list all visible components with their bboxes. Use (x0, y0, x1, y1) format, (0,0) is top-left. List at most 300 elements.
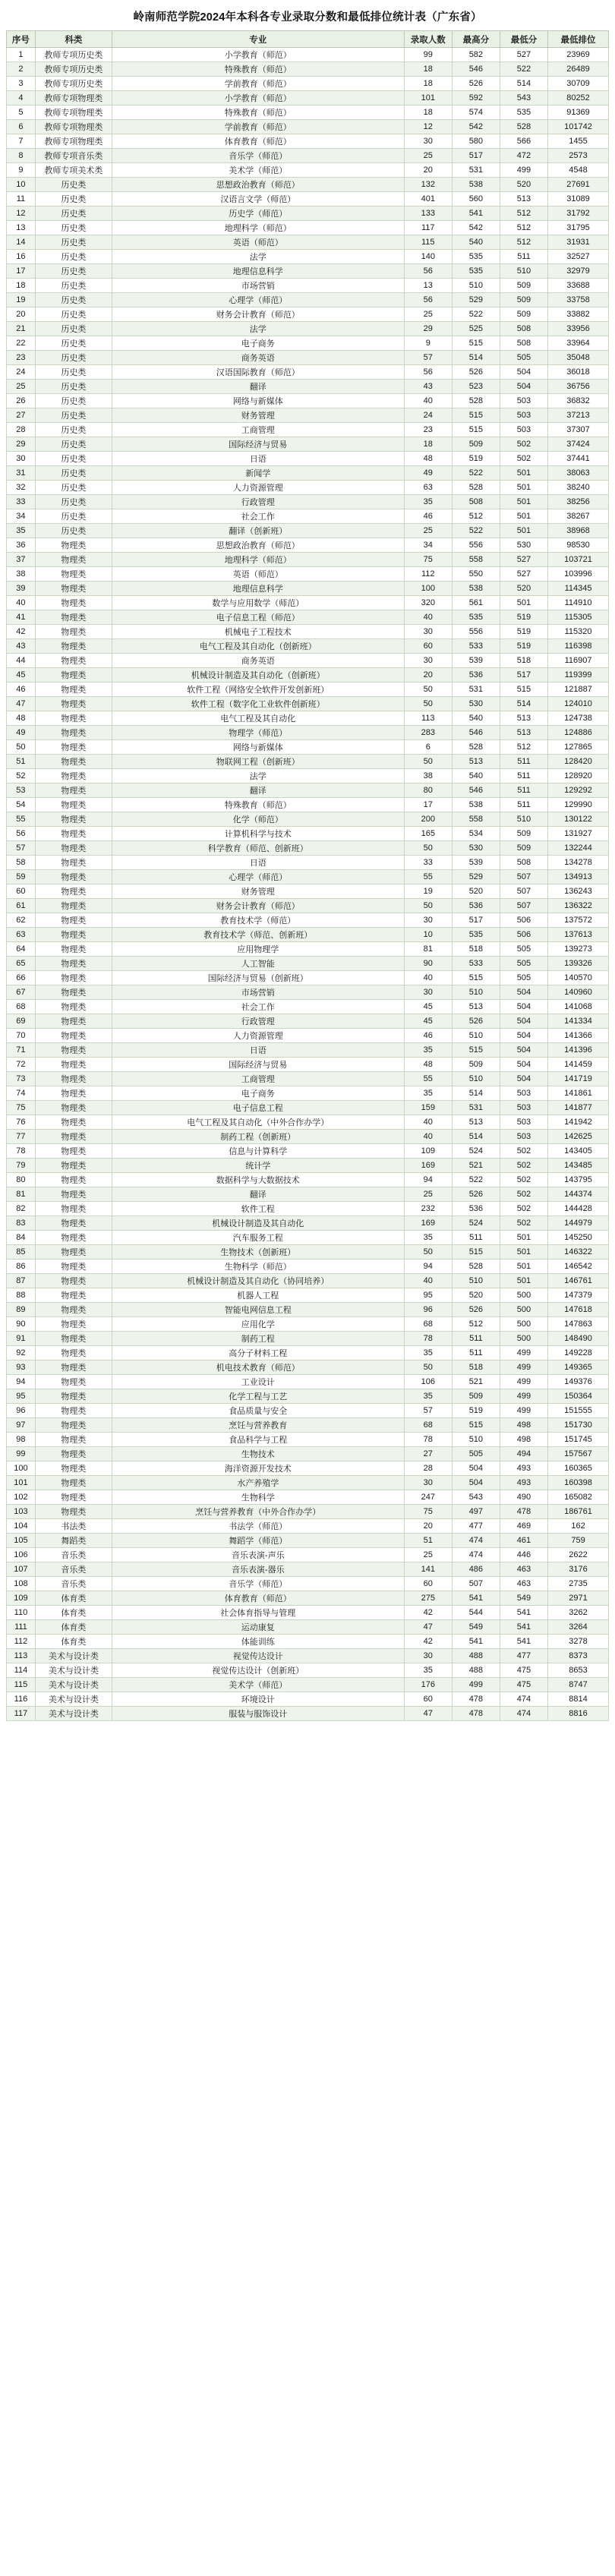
row-enrolled: 18 (404, 62, 452, 77)
row-min-rank: 759 (548, 1534, 609, 1548)
row-category: 物理类 (35, 683, 112, 697)
row-min-score: 509 (500, 279, 547, 293)
row-min-score: 501 (500, 1260, 547, 1274)
row-max-score: 539 (452, 856, 500, 870)
row-min-score: 508 (500, 336, 547, 351)
row-category: 物理类 (35, 841, 112, 856)
row-category: 物理类 (35, 928, 112, 942)
table-row (7, 942, 609, 957)
row-index: 76 (7, 1115, 36, 1130)
row-category: 物理类 (35, 668, 112, 683)
row-enrolled: 18 (404, 77, 452, 91)
table-row (7, 740, 609, 755)
table-row (7, 48, 609, 62)
row-category: 物理类 (35, 971, 112, 985)
table-row (7, 207, 609, 221)
row-index: 31 (7, 466, 36, 481)
table-row (7, 264, 609, 279)
row-min-rank: 141396 (548, 1043, 609, 1058)
row-min-score: 472 (500, 149, 547, 163)
row-category: 物理类 (35, 596, 112, 610)
row-major: 电子信息工程（师范） (112, 610, 404, 625)
row-category: 物理类 (35, 1173, 112, 1187)
row-major: 计算机科学与技术 (112, 827, 404, 841)
row-enrolled: 283 (404, 726, 452, 740)
table-row (7, 235, 609, 250)
row-enrolled: 40 (404, 1130, 452, 1144)
row-enrolled: 115 (404, 235, 452, 250)
row-enrolled: 141 (404, 1562, 452, 1577)
table-row (7, 1086, 609, 1101)
column-header-category: 科类 (35, 31, 112, 48)
row-min-rank: 33964 (548, 336, 609, 351)
row-min-rank: 137613 (548, 928, 609, 942)
table-row (7, 134, 609, 149)
row-category: 历史类 (35, 293, 112, 307)
row-min-score: 501 (500, 596, 547, 610)
row-min-score: 504 (500, 1058, 547, 1072)
table-row (7, 293, 609, 307)
row-category: 物理类 (35, 1274, 112, 1288)
row-max-score: 513 (452, 755, 500, 769)
row-category: 物理类 (35, 913, 112, 928)
row-category: 物理类 (35, 1115, 112, 1130)
table-row (7, 755, 609, 769)
row-min-rank: 114345 (548, 582, 609, 596)
row-category: 舞蹈类 (35, 1534, 112, 1548)
row-min-score: 504 (500, 985, 547, 1000)
row-category: 历史类 (35, 235, 112, 250)
row-category: 物理类 (35, 1130, 112, 1144)
row-min-score: 501 (500, 466, 547, 481)
row-max-score: 524 (452, 1216, 500, 1231)
row-max-score: 535 (452, 610, 500, 625)
row-max-score: 546 (452, 784, 500, 798)
table-row (7, 408, 609, 423)
row-enrolled: 42 (404, 1606, 452, 1620)
row-min-score: 502 (500, 1187, 547, 1202)
row-min-rank: 143795 (548, 1173, 609, 1187)
row-max-score: 530 (452, 841, 500, 856)
admission-statistics-table (6, 30, 609, 1721)
table-row (7, 509, 609, 524)
row-index: 25 (7, 380, 36, 394)
row-major: 制药工程 (112, 1332, 404, 1346)
row-min-score: 510 (500, 264, 547, 279)
row-max-score: 499 (452, 1678, 500, 1692)
row-max-score: 505 (452, 1447, 500, 1461)
row-min-rank: 33688 (548, 279, 609, 293)
row-major: 心理学（师范） (112, 293, 404, 307)
row-max-score: 561 (452, 596, 500, 610)
row-index: 53 (7, 784, 36, 798)
row-major: 工商管理 (112, 423, 404, 437)
row-enrolled: 35 (404, 1346, 452, 1361)
row-max-score: 522 (452, 307, 500, 322)
table-row (7, 1014, 609, 1029)
row-min-score: 549 (500, 1591, 547, 1606)
row-index: 5 (7, 106, 36, 120)
row-min-rank: 141459 (548, 1058, 609, 1072)
row-enrolled: 50 (404, 697, 452, 711)
row-major: 音乐表演-声乐 (112, 1548, 404, 1562)
row-min-score: 520 (500, 178, 547, 192)
row-major: 数学与应用数学（师范） (112, 596, 404, 610)
row-max-score: 538 (452, 178, 500, 192)
row-index: 105 (7, 1534, 36, 1548)
row-major: 物联网工程（创新班） (112, 755, 404, 769)
row-major: 国际经济与贸易（创新班） (112, 971, 404, 985)
table-row (7, 1072, 609, 1086)
row-index: 104 (7, 1519, 36, 1534)
row-max-score: 513 (452, 1000, 500, 1014)
row-min-rank: 33758 (548, 293, 609, 307)
row-min-score: 498 (500, 1433, 547, 1447)
row-min-rank: 2971 (548, 1591, 609, 1606)
table-row (7, 365, 609, 380)
row-min-rank: 115305 (548, 610, 609, 625)
row-major: 小学教育（师范） (112, 91, 404, 106)
table-row (7, 726, 609, 740)
row-index: 97 (7, 1418, 36, 1433)
row-min-rank: 160365 (548, 1461, 609, 1476)
row-enrolled: 40 (404, 1115, 452, 1130)
row-min-score: 493 (500, 1476, 547, 1490)
row-min-score: 490 (500, 1490, 547, 1505)
row-category: 教师专项物理类 (35, 106, 112, 120)
row-min-rank: 127865 (548, 740, 609, 755)
row-min-rank: 3262 (548, 1606, 609, 1620)
row-index: 60 (7, 884, 36, 899)
column-header-index: 序号 (7, 31, 36, 48)
row-min-score: 501 (500, 509, 547, 524)
row-min-score: 501 (500, 1231, 547, 1245)
row-min-rank: 98530 (548, 538, 609, 553)
row-category: 书法类 (35, 1519, 112, 1534)
row-min-score: 509 (500, 827, 547, 841)
table-row (7, 1202, 609, 1216)
row-index: 17 (7, 264, 36, 279)
row-major: 地理科学（师范） (112, 553, 404, 567)
row-category: 教师专项物理类 (35, 134, 112, 149)
row-major: 统计学 (112, 1159, 404, 1173)
row-enrolled: 106 (404, 1375, 452, 1389)
row-category: 历史类 (35, 509, 112, 524)
row-max-score: 540 (452, 235, 500, 250)
row-index: 32 (7, 481, 36, 495)
row-max-score: 528 (452, 394, 500, 408)
row-enrolled: 140 (404, 250, 452, 264)
row-min-rank: 115320 (548, 625, 609, 639)
row-enrolled: 94 (404, 1260, 452, 1274)
row-enrolled: 50 (404, 841, 452, 856)
table-row (7, 163, 609, 178)
row-major: 市场营销 (112, 279, 404, 293)
row-enrolled: 46 (404, 1029, 452, 1043)
row-enrolled: 18 (404, 437, 452, 452)
row-min-score: 499 (500, 163, 547, 178)
row-category: 历史类 (35, 264, 112, 279)
table-row (7, 798, 609, 812)
table-row (7, 481, 609, 495)
row-min-score: 517 (500, 668, 547, 683)
row-category: 物理类 (35, 1461, 112, 1476)
row-max-score: 510 (452, 1029, 500, 1043)
row-max-score: 540 (452, 769, 500, 784)
row-major: 体育教育（师范） (112, 1591, 404, 1606)
row-max-score: 518 (452, 942, 500, 957)
row-major: 高分子材料工程 (112, 1346, 404, 1361)
row-min-score: 509 (500, 841, 547, 856)
row-min-rank: 30709 (548, 77, 609, 91)
table-row (7, 1144, 609, 1159)
row-enrolled: 48 (404, 452, 452, 466)
row-min-score: 502 (500, 1216, 547, 1231)
table-row (7, 1591, 609, 1606)
row-min-score: 493 (500, 1461, 547, 1476)
row-category: 物理类 (35, 582, 112, 596)
row-max-score: 528 (452, 481, 500, 495)
row-enrolled: 101 (404, 91, 452, 106)
table-row (7, 524, 609, 538)
row-category: 历史类 (35, 351, 112, 365)
row-min-rank: 38256 (548, 495, 609, 509)
row-max-score: 526 (452, 1303, 500, 1317)
row-category: 物理类 (35, 567, 112, 582)
row-max-score: 526 (452, 1187, 500, 1202)
table-row (7, 639, 609, 654)
row-index: 85 (7, 1245, 36, 1260)
row-min-score: 541 (500, 1635, 547, 1649)
row-max-score: 556 (452, 625, 500, 639)
table-row (7, 1130, 609, 1144)
row-min-rank: 137572 (548, 913, 609, 928)
row-min-score: 478 (500, 1505, 547, 1519)
row-index: 27 (7, 408, 36, 423)
row-max-score: 531 (452, 163, 500, 178)
row-enrolled: 113 (404, 711, 452, 726)
table-header (7, 31, 609, 48)
row-index: 57 (7, 841, 36, 856)
row-max-score: 536 (452, 668, 500, 683)
row-min-rank: 26489 (548, 62, 609, 77)
table-row (7, 1620, 609, 1635)
row-major: 海洋资源开发技术 (112, 1461, 404, 1476)
row-index: 83 (7, 1216, 36, 1231)
row-max-score: 518 (452, 1361, 500, 1375)
row-max-score: 510 (452, 1274, 500, 1288)
row-min-score: 508 (500, 856, 547, 870)
row-min-score: 477 (500, 1649, 547, 1663)
table-row (7, 1389, 609, 1404)
row-min-score: 502 (500, 452, 547, 466)
row-min-score: 541 (500, 1620, 547, 1635)
row-category: 物理类 (35, 1043, 112, 1058)
row-min-rank: 157567 (548, 1447, 609, 1461)
row-enrolled: 38 (404, 769, 452, 784)
row-max-score: 522 (452, 524, 500, 538)
table-row (7, 1562, 609, 1577)
row-enrolled: 47 (404, 1620, 452, 1635)
row-max-score: 515 (452, 1245, 500, 1260)
row-index: 47 (7, 697, 36, 711)
row-min-rank: 129990 (548, 798, 609, 812)
row-index: 39 (7, 582, 36, 596)
row-min-rank: 4548 (548, 163, 609, 178)
row-min-rank: 8653 (548, 1663, 609, 1678)
table-row (7, 394, 609, 408)
row-index: 114 (7, 1663, 36, 1678)
row-index: 75 (7, 1101, 36, 1115)
row-min-score: 503 (500, 1086, 547, 1101)
row-min-rank: 141334 (548, 1014, 609, 1029)
row-max-score: 526 (452, 365, 500, 380)
row-enrolled: 55 (404, 870, 452, 884)
row-category: 美术与设计类 (35, 1707, 112, 1721)
table-row (7, 307, 609, 322)
row-enrolled: 30 (404, 654, 452, 668)
row-index: 72 (7, 1058, 36, 1072)
row-enrolled: 100 (404, 582, 452, 596)
row-min-rank: 37441 (548, 452, 609, 466)
row-major: 思想政治教育（师范） (112, 538, 404, 553)
row-category: 历史类 (35, 250, 112, 264)
table-row (7, 1361, 609, 1375)
row-category: 音乐类 (35, 1562, 112, 1577)
row-min-score: 499 (500, 1361, 547, 1375)
row-enrolled: 25 (404, 1187, 452, 1202)
row-index: 16 (7, 250, 36, 264)
row-max-score: 519 (452, 452, 500, 466)
row-min-rank: 2573 (548, 149, 609, 163)
row-min-score: 503 (500, 423, 547, 437)
row-major: 汽车服务工程 (112, 1231, 404, 1245)
row-min-score: 498 (500, 1418, 547, 1433)
row-min-rank: 116398 (548, 639, 609, 654)
row-max-score: 558 (452, 553, 500, 567)
column-header-max-score: 最高分 (452, 31, 500, 48)
row-index: 9 (7, 163, 36, 178)
row-max-score: 535 (452, 928, 500, 942)
row-min-score: 461 (500, 1534, 547, 1548)
row-category: 物理类 (35, 1260, 112, 1274)
row-major: 生物技术（创新班） (112, 1245, 404, 1260)
row-major: 生物科学（师范） (112, 1260, 404, 1274)
table-row (7, 1577, 609, 1591)
row-major: 教育技术学（师范、创新班） (112, 928, 404, 942)
row-min-rank: 149376 (548, 1375, 609, 1389)
row-max-score: 535 (452, 264, 500, 279)
row-min-rank: 2735 (548, 1577, 609, 1591)
row-min-score: 504 (500, 1043, 547, 1058)
row-min-score: 446 (500, 1548, 547, 1562)
row-min-rank: 146761 (548, 1274, 609, 1288)
row-min-score: 499 (500, 1346, 547, 1361)
table-row (7, 106, 609, 120)
row-min-rank: 141068 (548, 1000, 609, 1014)
table-row (7, 1173, 609, 1187)
row-min-score: 566 (500, 134, 547, 149)
row-min-score: 514 (500, 697, 547, 711)
row-category: 物理类 (35, 1000, 112, 1014)
row-major: 新闻学 (112, 466, 404, 481)
row-min-score: 463 (500, 1562, 547, 1577)
table-row (7, 1245, 609, 1260)
row-index: 69 (7, 1014, 36, 1029)
row-min-rank: 23969 (548, 48, 609, 62)
table-row (7, 221, 609, 235)
row-enrolled: 33 (404, 856, 452, 870)
row-max-score: 531 (452, 1101, 500, 1115)
row-min-rank: 116907 (548, 654, 609, 668)
row-index: 37 (7, 553, 36, 567)
row-max-score: 520 (452, 1288, 500, 1303)
row-max-score: 488 (452, 1649, 500, 1663)
row-major: 水产养殖学 (112, 1476, 404, 1490)
row-min-score: 502 (500, 1144, 547, 1159)
row-index: 93 (7, 1361, 36, 1375)
row-major: 人力资源管理 (112, 481, 404, 495)
row-major: 特殊教育（师范） (112, 798, 404, 812)
row-min-rank: 8747 (548, 1678, 609, 1692)
row-enrolled: 18 (404, 106, 452, 120)
row-category: 物理类 (35, 1014, 112, 1029)
row-min-rank: 32527 (548, 250, 609, 264)
row-index: 112 (7, 1635, 36, 1649)
row-min-score: 504 (500, 1072, 547, 1086)
row-min-rank: 37213 (548, 408, 609, 423)
row-category: 物理类 (35, 1361, 112, 1375)
row-min-rank: 128920 (548, 769, 609, 784)
row-enrolled: 247 (404, 1490, 452, 1505)
row-major: 汉语国际教育（师范） (112, 365, 404, 380)
table-row (7, 1649, 609, 1663)
row-major: 社会体育指导与管理 (112, 1606, 404, 1620)
table-row (7, 62, 609, 77)
row-min-score: 504 (500, 1029, 547, 1043)
row-enrolled: 78 (404, 1433, 452, 1447)
row-max-score: 526 (452, 1014, 500, 1029)
row-min-rank: 121887 (548, 683, 609, 697)
row-min-rank: 8814 (548, 1692, 609, 1707)
row-min-rank: 3176 (548, 1562, 609, 1577)
row-major: 国际经济与贸易 (112, 1058, 404, 1072)
row-min-rank: 31795 (548, 221, 609, 235)
row-max-score: 514 (452, 351, 500, 365)
row-major: 软件工程（数字化工业软件创新班） (112, 697, 404, 711)
row-max-score: 478 (452, 1692, 500, 1707)
row-enrolled: 30 (404, 1649, 452, 1663)
row-max-score: 574 (452, 106, 500, 120)
column-header-min-rank: 最低排位 (548, 31, 609, 48)
row-major: 化学（师范） (112, 812, 404, 827)
table-row (7, 957, 609, 971)
row-index: 7 (7, 134, 36, 149)
row-category: 物理类 (35, 798, 112, 812)
row-min-score: 500 (500, 1303, 547, 1317)
row-index: 51 (7, 755, 36, 769)
row-max-score: 525 (452, 322, 500, 336)
row-major: 电子商务 (112, 1086, 404, 1101)
row-min-score: 502 (500, 437, 547, 452)
row-category: 物理类 (35, 1086, 112, 1101)
row-index: 49 (7, 726, 36, 740)
row-index: 100 (7, 1461, 36, 1476)
table-row (7, 856, 609, 870)
row-max-score: 523 (452, 380, 500, 394)
row-min-score: 512 (500, 235, 547, 250)
row-max-score: 504 (452, 1461, 500, 1476)
